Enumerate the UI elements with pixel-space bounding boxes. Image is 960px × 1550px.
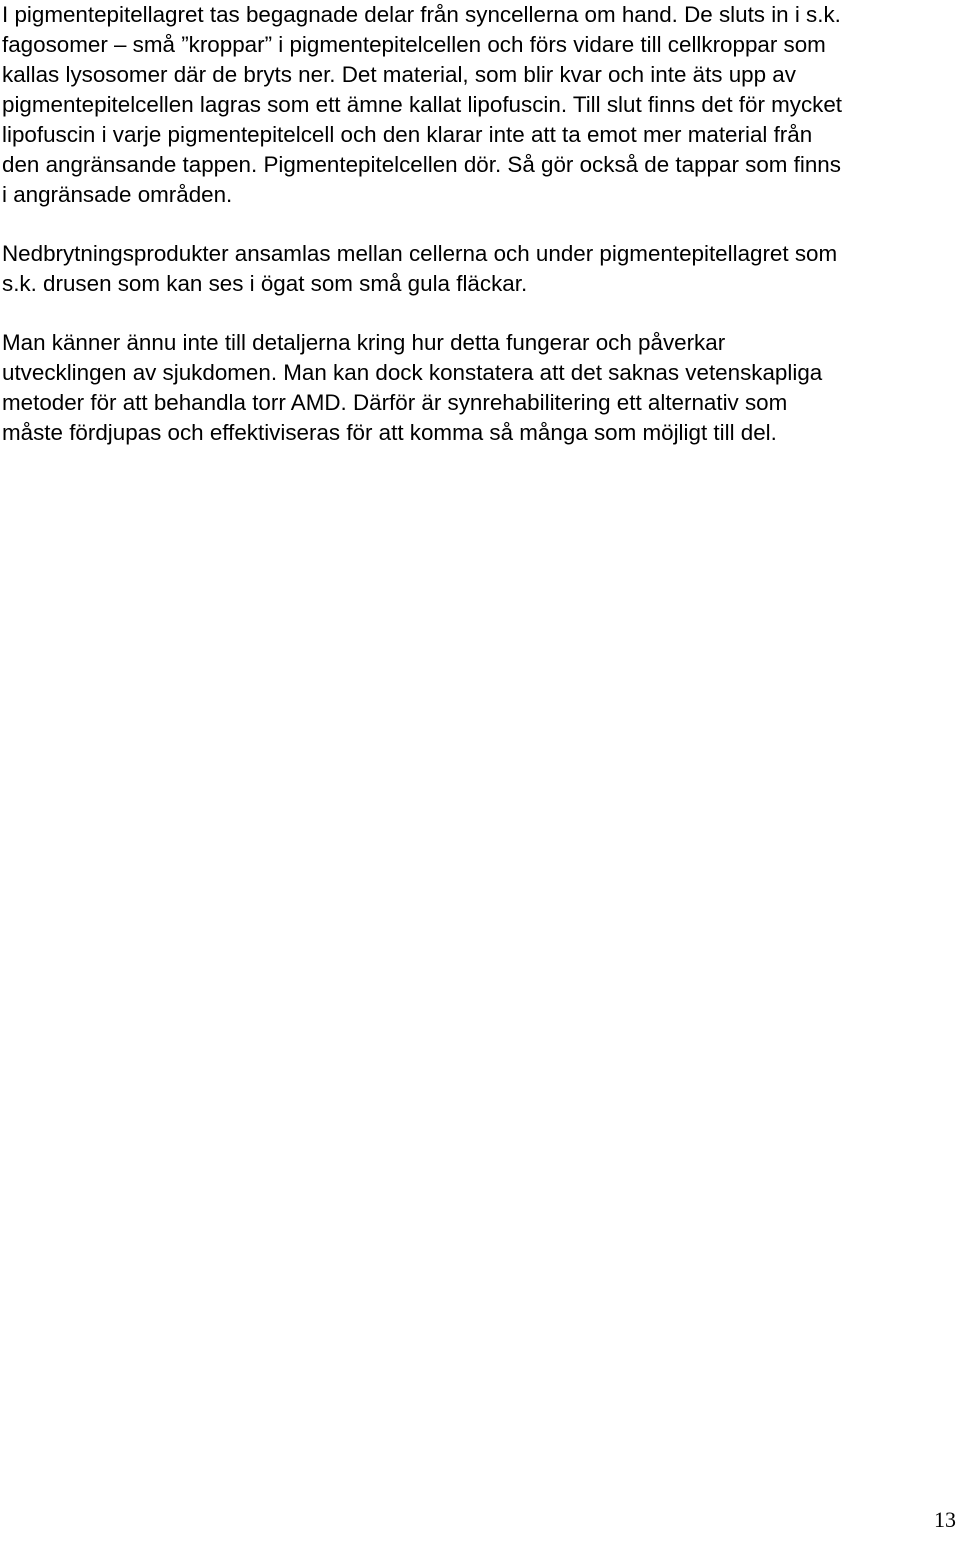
text-line: i angränsade områden. <box>2 182 233 207</box>
text-line: pigmentepitelcellen lagras som ett ämne kallat lipofuscin. Till slut finns det för mycket <box>2 92 843 117</box>
paragraph-1 <box>2 0 958 210</box>
text-line: fagosomer – små ”kroppar” i pigmentepitelcellen och förs vidare till cellkroppar som <box>2 32 826 57</box>
text-line: kallas lysosomer där de bryts ner. Det material, som blir kvar och inte äts upp av <box>2 62 796 87</box>
text-line: utvecklingen av sjukdomen. Man kan dock konstatera att det saknas vetenskapliga <box>2 360 823 385</box>
text-line: lipofuscin i varje pigmentepitelcell och den klarar inte att ta emot mer material från <box>2 122 813 147</box>
text-line: den angränsande tappen. Pigmentepitelcellen dör. Så gör också de tappar som finns <box>2 152 841 177</box>
text-line: Man känner ännu inte till detaljerna kring hur detta fungerar och påverkar <box>2 330 726 355</box>
text-line: metoder för att behandla torr AMD. Därför är synrehabilitering ett alternativ som <box>2 390 788 415</box>
text-line: Nedbrytningsprodukter ansamlas mellan cellerna och under pigmentepitellagret som <box>2 241 838 266</box>
paragraph-2 <box>2 239 958 299</box>
text-line: I pigmentepitellagret tas begagnade delar från syncellerna om hand. De sluts in i s.k. <box>2 2 841 27</box>
text-line: s.k. drusen som kan ses i ögat som små gula fläckar. <box>2 271 528 296</box>
paragraph-3 <box>2 328 958 448</box>
body-text <box>2 0 958 477</box>
page-number: 13 <box>934 1507 956 1532</box>
text-line: måste fördjupas och effektiviseras för att komma så många som möjligt till del. <box>2 420 777 445</box>
